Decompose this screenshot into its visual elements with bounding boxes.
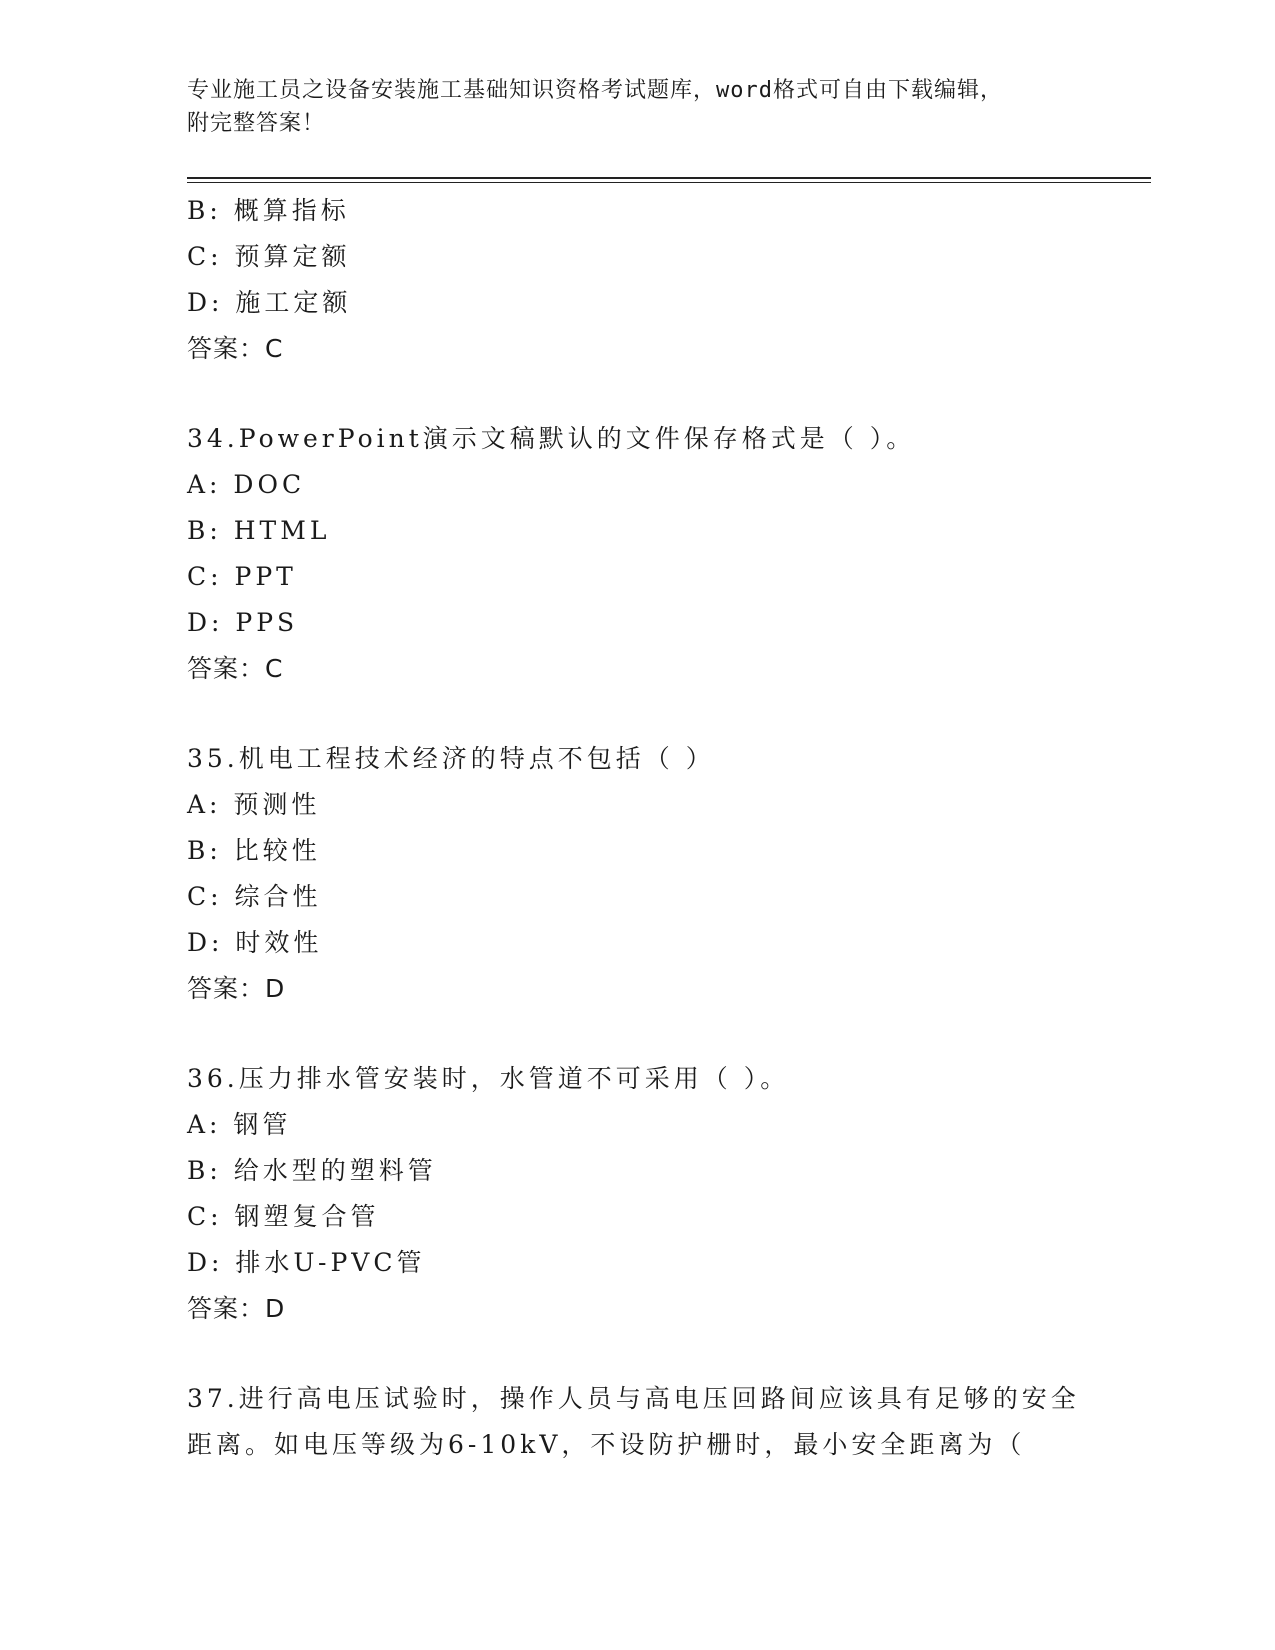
header-divider-thick bbox=[187, 177, 1151, 179]
question-stem-line-2: 距离。如电压等级为6-10kV，不设防护栅时，最小安全距离为（ bbox=[187, 1430, 1026, 1459]
question-stem: 34.PowerPoint演示文稿默认的文件保存格式是（ ）。 bbox=[187, 424, 916, 453]
option-d: D: 时效性 bbox=[187, 928, 323, 957]
option-b: B: 给水型的塑料管 bbox=[187, 1156, 437, 1185]
question-list bbox=[187, 188, 1087, 1468]
option-d: D: 排水U-PVC管 bbox=[187, 1248, 426, 1277]
option-c: C: 综合性 bbox=[187, 882, 322, 911]
question-34 bbox=[187, 416, 1087, 692]
answer-line: 答案：D bbox=[187, 1294, 286, 1323]
question-36 bbox=[187, 1056, 1087, 1332]
document-header bbox=[187, 74, 1067, 140]
answer-line: 答案：D bbox=[187, 974, 286, 1003]
spacer bbox=[187, 372, 1087, 416]
header-line-2: 附完整答案！ bbox=[187, 111, 326, 136]
spacer bbox=[187, 692, 1087, 736]
question-stem: 36.压力排水管安装时，水管道不可采用（ ）。 bbox=[187, 1064, 790, 1093]
option-b: B: 概算指标 bbox=[187, 196, 350, 225]
spacer bbox=[187, 1012, 1087, 1056]
header-line-1: 专业施工员之设备安装施工基础知识资格考试题库，word格式可自由下载编辑， bbox=[187, 78, 1003, 103]
answer-line: 答案：C bbox=[187, 654, 284, 683]
option-c: C: PPT bbox=[187, 562, 297, 591]
option-b: B: HTML bbox=[187, 516, 331, 545]
option-a: A: DOC bbox=[187, 470, 306, 499]
option-c: C: 钢塑复合管 bbox=[187, 1202, 380, 1231]
option-a: A: 钢管 bbox=[187, 1110, 292, 1139]
option-b: B: 比较性 bbox=[187, 836, 321, 865]
question-stem: 35.机电工程技术经济的特点不包括（ ） bbox=[187, 744, 715, 773]
header-divider-thin bbox=[187, 182, 1151, 183]
option-c: C: 预算定额 bbox=[187, 242, 351, 271]
option-a: A: 预测性 bbox=[187, 790, 321, 819]
question-stem-line-1: 37.进行高电压试验时，操作人员与高电压回路间应该具有足够的安全 bbox=[187, 1384, 1080, 1413]
question-37 bbox=[187, 1376, 1087, 1468]
answer-line: 答案：C bbox=[187, 334, 284, 363]
option-d: D: 施工定额 bbox=[187, 288, 352, 317]
question-33-continuation bbox=[187, 188, 1087, 372]
question-35 bbox=[187, 736, 1087, 1012]
spacer bbox=[187, 1332, 1087, 1376]
option-d: D: PPS bbox=[187, 608, 299, 637]
